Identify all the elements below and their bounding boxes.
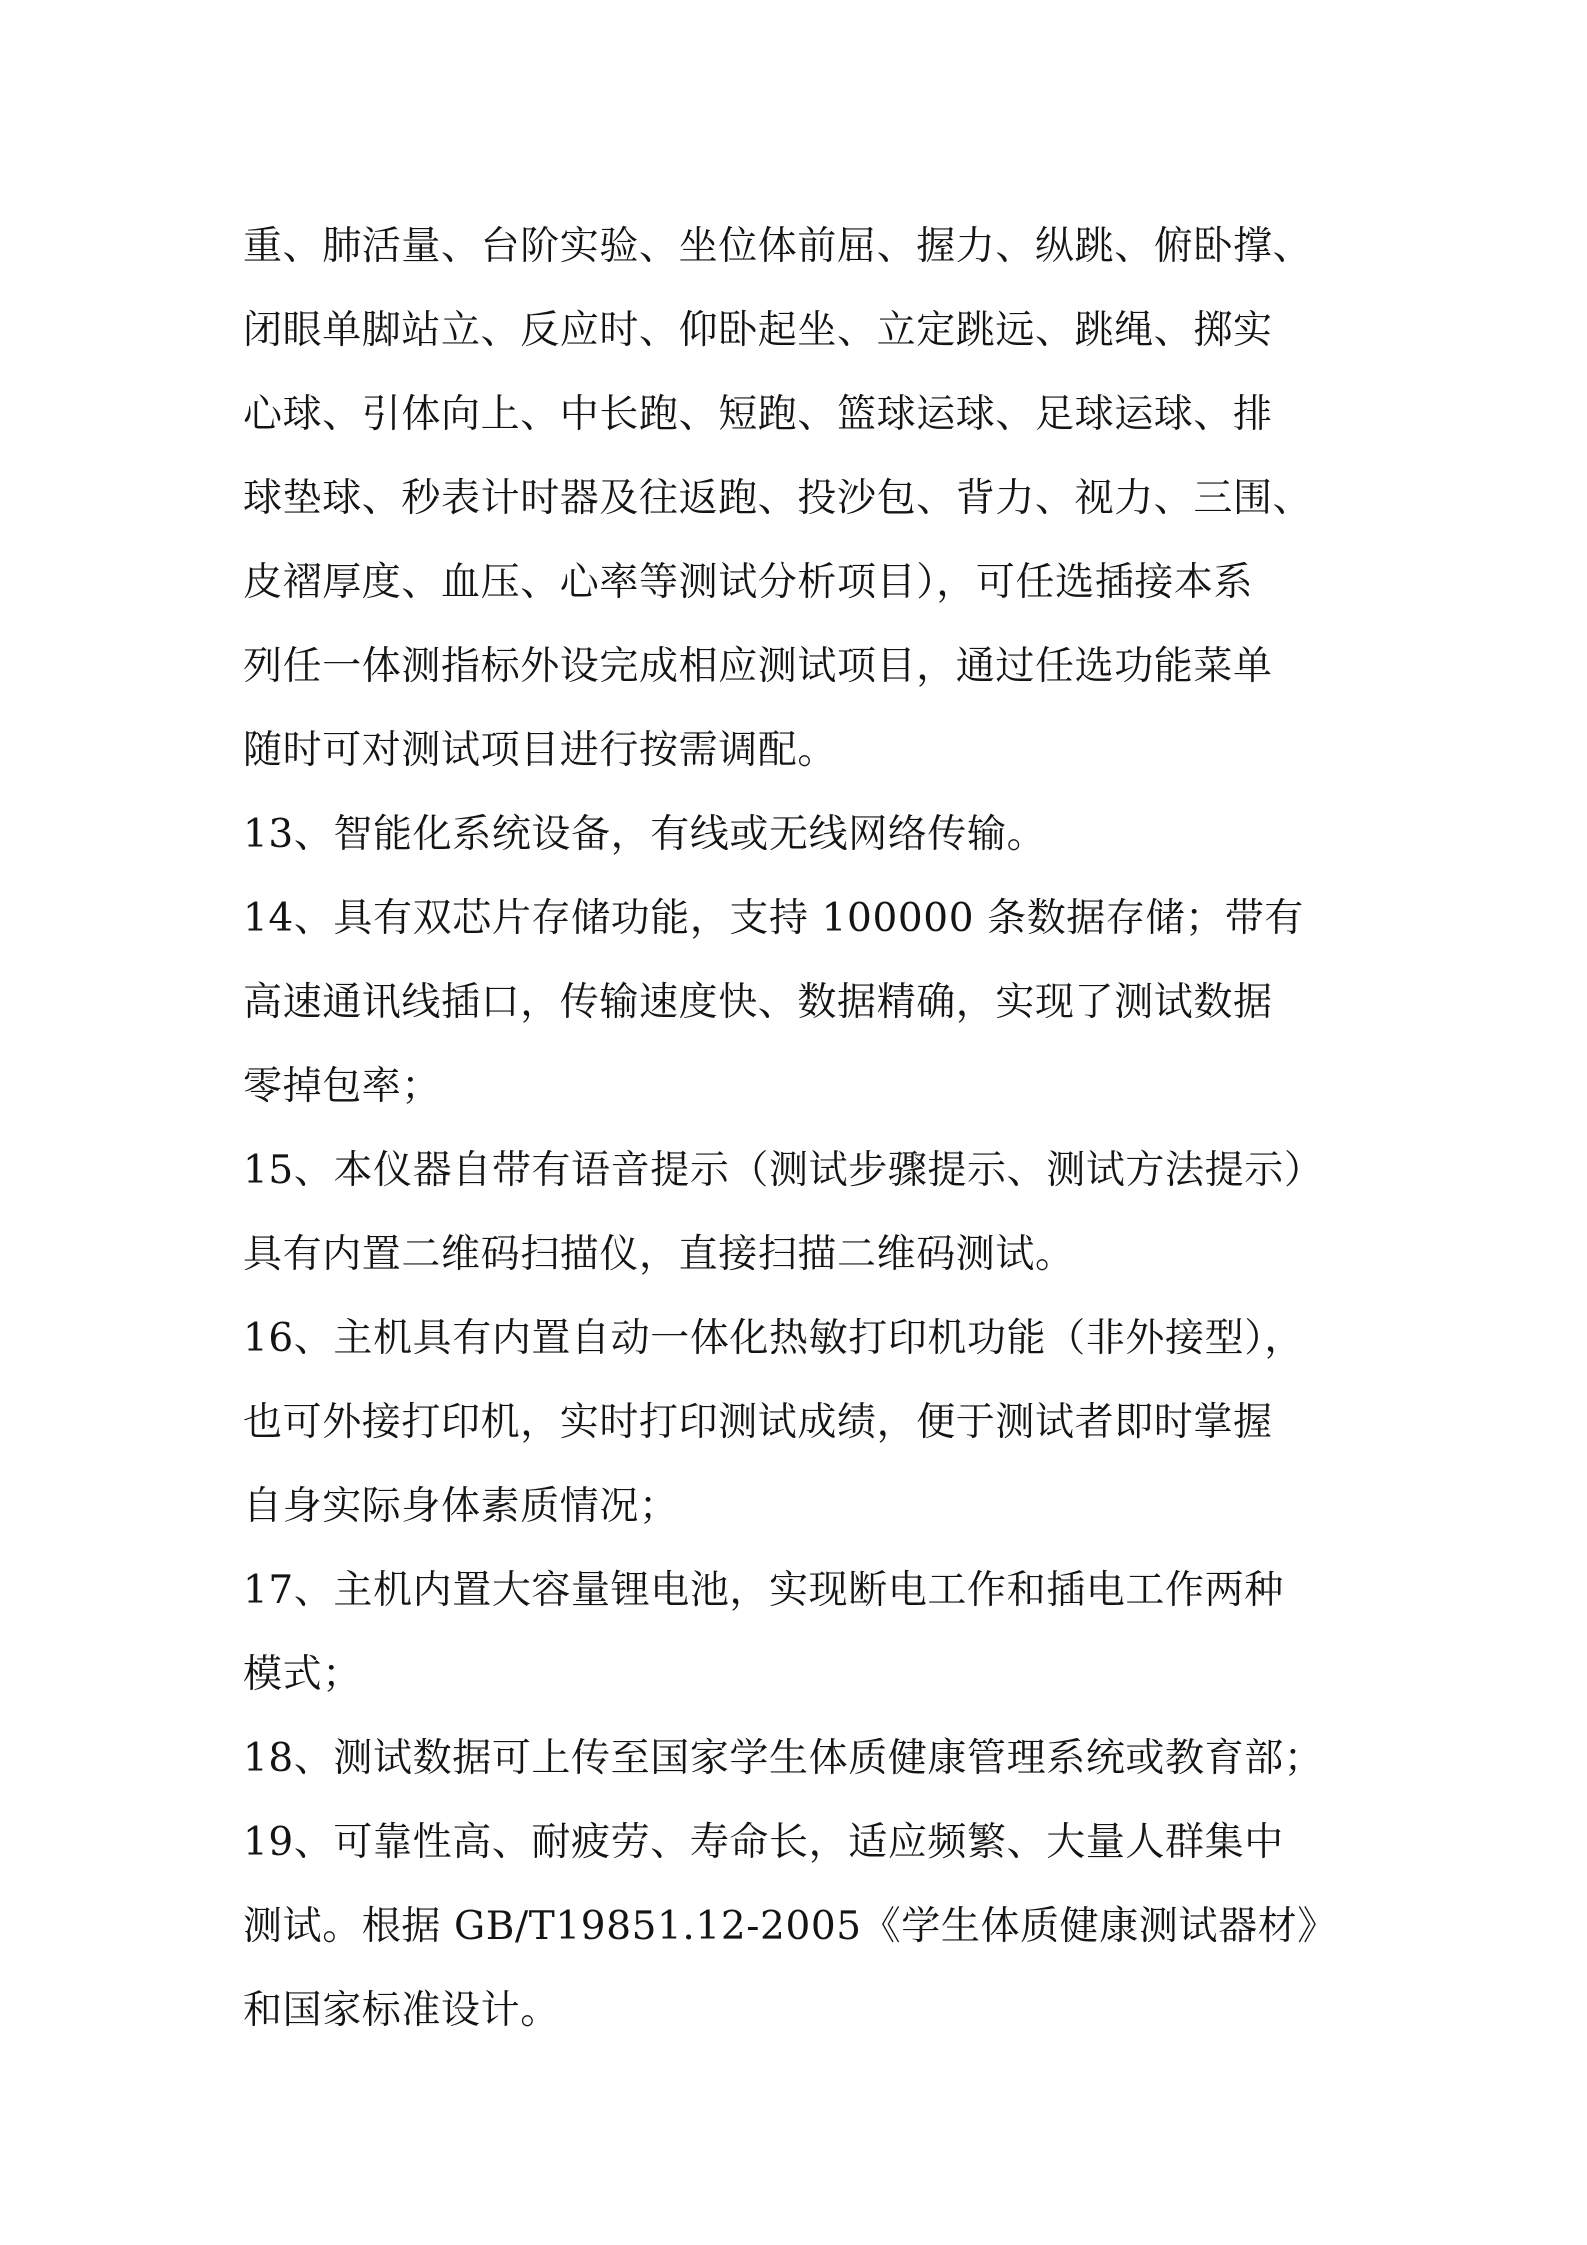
text-line: 测试。根据 GB/T19851.12-2005《学生体质健康测试器材》 [243,1904,1337,1949]
text-line: 重、肺活量、台阶实验、坐位体前屈、握力、纵跳、俯卧撑、 [243,224,1313,269]
text-line: 19、可靠性高、耐疲劳、寿命长，适应频繁、大量人群集中 [243,1820,1284,1865]
text-line: 自身实际身体素质情况； [243,1484,679,1529]
text-line: 心球、引体向上、中长跑、短跑、篮球运球、足球运球、排 [243,392,1273,437]
text-line: 18、测试数据可上传至国家学生体质健康管理系统或教育部； [243,1736,1324,1781]
text-line: 零掉包率； [243,1064,442,1109]
text-line: 皮褶厚度、血压、心率等测试分析项目），可任选插接本系 [243,560,1254,605]
text-line: 17、主机内置大容量锂电池，实现断电工作和插电工作两种 [243,1568,1284,1613]
text-line: 13、智能化系统设备，有线或无线网络传输。 [243,812,1047,857]
text-line: 模式； [243,1652,362,1697]
text-line: 14、具有双芯片存储功能，支持 100000 条数据存储；带有 [243,896,1304,941]
text-line: 列任一体测指标外设完成相应测试项目，通过任选功能菜单 [243,644,1273,689]
text-line: 球垫球、秒表计时器及往返跑、投沙包、背力、视力、三围、 [243,476,1313,521]
text-line: 随时可对测试项目进行按需调配。 [243,728,838,773]
text-line: 闭眼单脚站立、反应时、仰卧起坐、立定跳远、跳绳、掷实 [243,308,1273,353]
text-line: 16、主机具有内置自动一体化热敏打印机功能（非外接型）， [243,1316,1304,1361]
text-line: 15、本仪器自带有语音提示（测试步骤提示、测试方法提示） [243,1148,1324,1193]
text-line: 和国家标准设计。 [243,1988,560,2033]
text-line: 高速通讯线插口，传输速度快、数据精确，实现了测试数据 [243,980,1273,1025]
text-line: 具有内置二维码扫描仪，直接扫描二维码测试。 [243,1232,1075,1277]
text-line: 也可外接打印机，实时打印测试成绩，便于测试者即时掌握 [243,1400,1273,1445]
